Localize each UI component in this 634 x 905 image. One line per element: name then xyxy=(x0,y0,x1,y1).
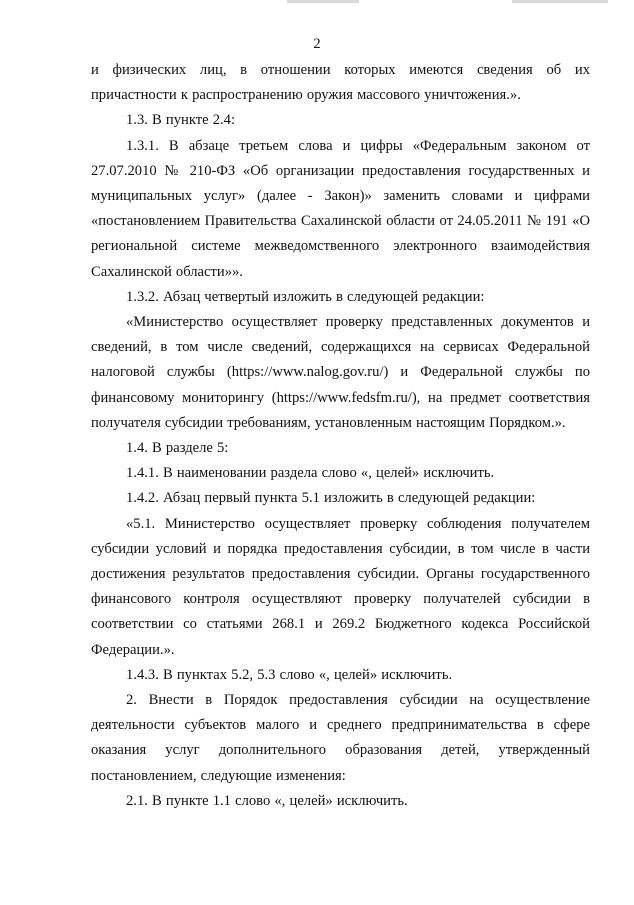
document-body xyxy=(91,58,590,814)
paragraph: 1.3.1. В абзаце третьем слова и цифры «Федеральным законом от 27.07.2010 № 210-ФЗ «Об организации предоставления государственных и муниципальных услуг» (далее - Закон)» заменить словами и цифрами «постановлением Правительства Сахалинской области от 24.05.2011 № 191 «О региональной системе межведомственного электронного взаимодействия Сахалинской области»». xyxy=(91,137,590,280)
paragraph: «5.1. Министерство осуществляет проверку соблюдения получателем субсидии условий и порядка предоставления субсидии, в том числе в части достижения результатов предоставления субсидии. Органы государственного финансового контроля осуществляют проверку получателей субсидии в соответствии со статьями 268.1 и 269.2 Бюджетного кодекса Российской Федерации.». xyxy=(91,515,590,658)
paragraph: 1.4.2. Абзац первый пункта 5.1 изложить в следующей редакции: xyxy=(126,490,536,507)
paragraph: 1.4.3. В пунктах 5.2, 5.3 слово «, целей» исключить. xyxy=(126,666,453,683)
paragraph: 1.4. В разделе 5: xyxy=(126,440,229,457)
paragraph: 1.3.2. Абзац четвертый изложить в следующей редакции: xyxy=(126,288,485,305)
scan-artifact-mark xyxy=(512,0,608,3)
page-number: 2 xyxy=(313,36,321,52)
paragraph: 2.1. В пункте 1.1 слово «, целей» исключить. xyxy=(126,792,408,809)
paragraph: «Министерство осуществляет проверку представленных документов и сведений, в том числе сведений, содержащихся на сервисах Федеральной налоговой службы (https://www.nalog.gov.ru/) и Федеральной службы по финансовому мониторингу (https://www.fedsfm.ru/), на предмет соответствия получателя субсидии требованиям, установленным настоящим Порядком.». xyxy=(91,314,590,431)
paragraph: и физических лиц, в отношении которых имеются сведения об их причастности к распространению оружия массового уничтожения.». xyxy=(91,62,590,104)
scan-artifact-mark xyxy=(287,0,359,3)
paragraph: 1.3. В пункте 2.4: xyxy=(126,112,236,129)
paragraph: 1.4.1. В наименовании раздела слово «, целей» исключить. xyxy=(126,465,495,482)
paragraph: 2. Внести в Порядок предоставления субсидии на осуществление деятельности субъектов малого и среднего предпринимательства в сфере оказания услуг дополнительного образования детей, утвержденный постановлением, следующие изменения: xyxy=(91,692,590,784)
